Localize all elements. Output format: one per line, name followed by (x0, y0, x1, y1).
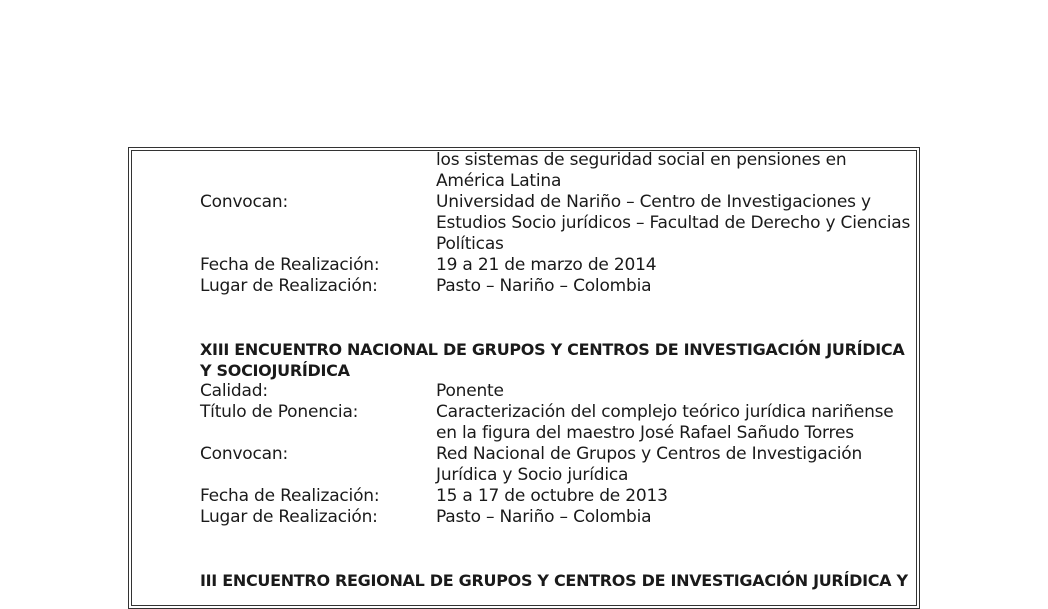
lugar-label: Lugar de Realización: (200, 276, 378, 296)
calidad-value: Ponente (436, 381, 504, 401)
convocan-row (200, 192, 912, 255)
lugar-value: Pasto – Nariño – Colombia (436, 507, 652, 527)
lugar-label: Lugar de Realización: (200, 507, 378, 527)
convocan-row (200, 444, 912, 486)
titulo-value: Caracterización del complejo teórico jurídica nariñense en la figura del maestro José Rafael Sañudo Torres (436, 402, 894, 443)
lugar-row (200, 507, 912, 528)
entry-title-continuation-row (200, 150, 912, 192)
convocan-value: Red Nacional de Grupos y Centros de Investigación Jurídica y Socio jurídica (436, 444, 863, 485)
event-heading-xiii: XIII ENCUENTRO NACIONAL DE GRUPOS Y CENTROS DE INVESTIGACIÓN JURÍDICA Y SOCIOJURÍDICA (200, 340, 905, 380)
fecha-label: Fecha de Realización: (200, 486, 380, 506)
entry-title-continuation: los sistemas de seguridad social en pensiones en América Latina (436, 150, 847, 191)
convocan-label: Convocan: (200, 192, 288, 212)
fecha-value: 19 a 21 de marzo de 2014 (436, 255, 657, 275)
calidad-label: Calidad: (200, 381, 268, 401)
calidad-row (200, 381, 912, 402)
lugar-row (200, 276, 912, 297)
fecha-row (200, 255, 912, 276)
lugar-value: Pasto – Nariño – Colombia (436, 276, 652, 296)
titulo-row (200, 402, 912, 444)
convocan-label: Convocan: (200, 444, 288, 464)
document-content (200, 150, 912, 591)
event-heading-iii: III ENCUENTRO REGIONAL DE GRUPOS Y CENTROS DE INVESTIGACIÓN JURÍDICA Y (200, 571, 908, 590)
fecha-row (200, 486, 912, 507)
titulo-label: Título de Ponencia: (200, 402, 359, 422)
fecha-label: Fecha de Realización: (200, 255, 380, 275)
convocan-value: Universidad de Nariño – Centro de Investigaciones y Estudios Socio jurídicos – Facultad de Derecho y Ciencias Políticas (436, 192, 911, 254)
fecha-value: 15 a 17 de octubre de 2013 (436, 486, 668, 506)
